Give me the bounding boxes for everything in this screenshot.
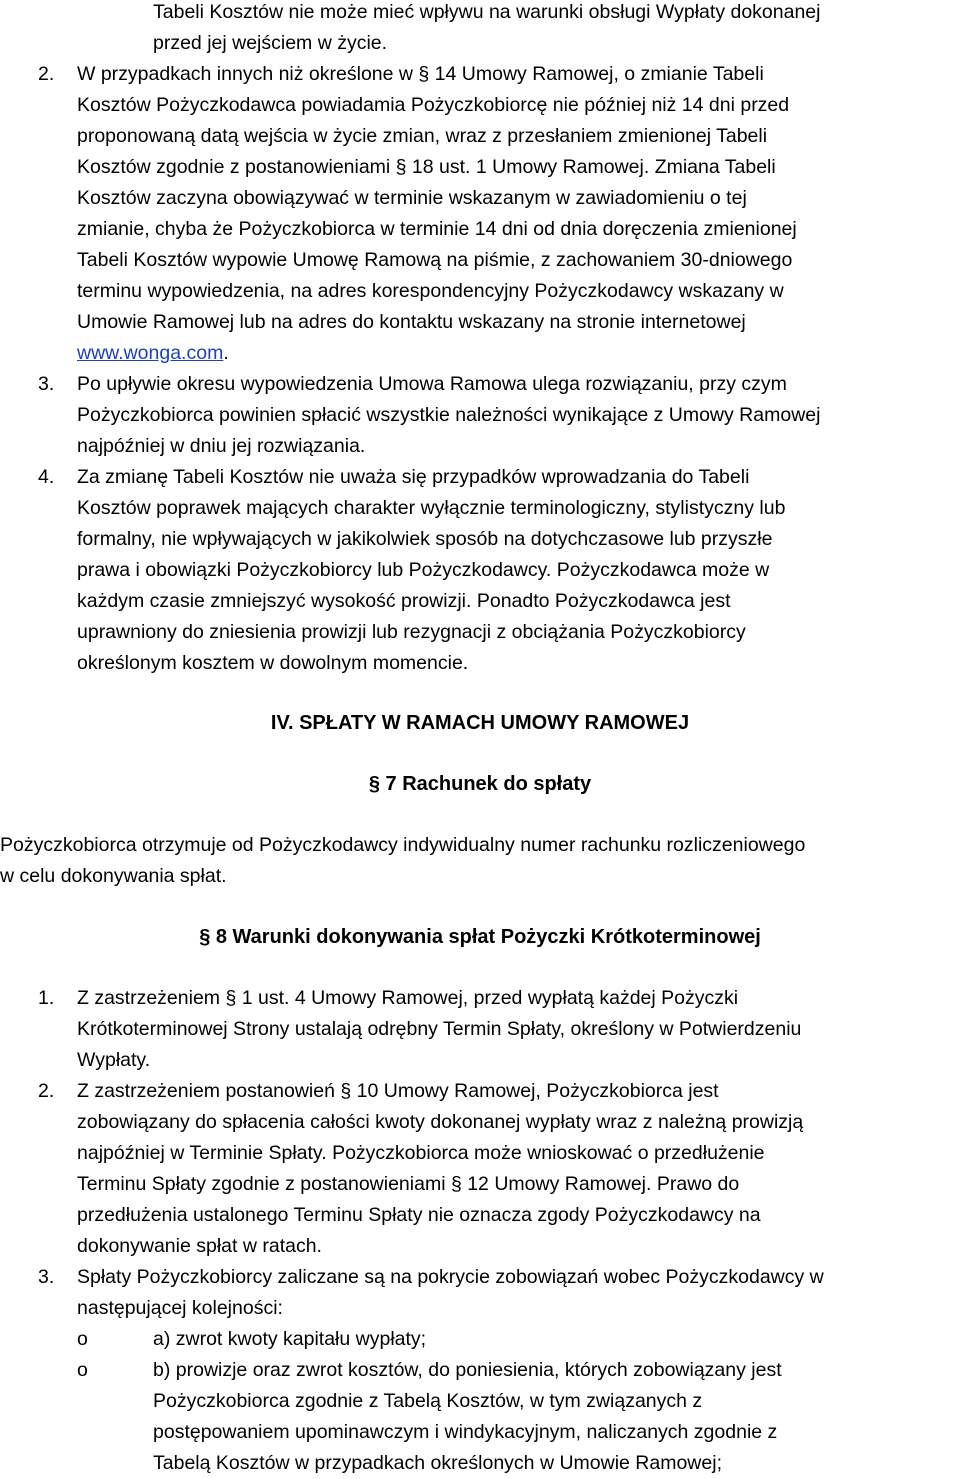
section-heading-7: § 7 Rachunek do spłaty bbox=[368, 773, 592, 795]
website-link-suffix: . bbox=[223, 342, 229, 364]
list-item-line: najpóźniej w dniu jej rozwiązania. bbox=[77, 435, 366, 457]
list-item-line: Po upływie okresu wypowiedzenia Umowa Ramowa ulega rozwiązaniu, przy czym bbox=[77, 373, 787, 395]
list-item-line: zobowiązany do spłacenia całości kwoty dokonanej wypłaty wraz z należną prowizją bbox=[77, 1111, 804, 1133]
list-item-number: 4. bbox=[38, 466, 55, 488]
list-item-number: 2. bbox=[38, 1080, 55, 1102]
list-item-number: 3. bbox=[38, 373, 55, 395]
list-item-line: Kosztów zaczyna obowiązywać w terminie wskazanym w zawiadomieniu o tej bbox=[77, 187, 747, 209]
list-item-line: Kosztów zgodnie z postanowieniami § 18 ust. 1 Umowy Ramowej. Zmiana Tabeli bbox=[77, 156, 776, 178]
sub-list-line: b) prowizje oraz zwrot kosztów, do poniesienia, których zobowiązany jest bbox=[153, 1359, 782, 1381]
paragraph-line: Pożyczkobiorca otrzymuje od Pożyczkodawcy indywidualny numer rachunku rozliczeniowego bbox=[0, 834, 806, 856]
list-item-line: Wypłaty. bbox=[77, 1049, 151, 1071]
sub-list-line: a) zwrot kwoty kapitału wypłaty; bbox=[153, 1328, 427, 1350]
list-item-line: Umowie Ramowej lub na adres do kontaktu wskazany na stronie internetowej bbox=[77, 311, 746, 333]
intro-line: Tabeli Kosztów nie może mieć wpływu na warunki obsługi Wypłaty dokonanej bbox=[153, 1, 821, 23]
list-item-number: 1. bbox=[38, 987, 55, 1009]
sub-list-line: postępowaniem upominawczym i windykacyjnym, naliczanych zgodnie z bbox=[153, 1421, 778, 1443]
sub-list-bullet: o bbox=[77, 1359, 88, 1381]
list-item-line: Spłaty Pożyczkobiorcy zaliczane są na pokrycie zobowiązań wobec Pożyczkodawcy w bbox=[77, 1266, 824, 1288]
list-item-line: przedłużenia ustalonego Terminu Spłaty nie oznacza zgody Pożyczkodawcy na bbox=[77, 1204, 761, 1226]
sub-list-line: Tabelą Kosztów w przypadkach określonych w Umowie Ramowej; bbox=[153, 1452, 722, 1474]
list-item-line: Z zastrzeżeniem § 1 ust. 4 Umowy Ramowej, przed wypłatą każdej Pożyczki bbox=[77, 987, 739, 1009]
list-item-line: każdym czasie zmniejszyć wysokość prowizji. Ponadto Pożyczkodawca jest bbox=[77, 590, 731, 612]
list-item-number: 2. bbox=[38, 63, 55, 85]
sub-list-bullet: o bbox=[77, 1328, 88, 1350]
list-item-line: określonym kosztem w dowolnym momencie. bbox=[77, 652, 469, 674]
website-line bbox=[77, 338, 229, 369]
list-item-number: 3. bbox=[38, 1266, 55, 1288]
list-item-line: Terminu Spłaty zgodnie z postanowieniami § 12 Umowy Ramowej. Prawo do bbox=[77, 1173, 740, 1195]
section-heading-8: § 8 Warunki dokonywania spłat Pożyczki Krótkoterminowej bbox=[199, 926, 761, 948]
list-item-line: proponowaną datą wejścia w życie zmian, wraz z przesłaniem zmienionej Tabeli bbox=[77, 125, 768, 147]
list-item-line: formalny, nie wpływających w jakikolwiek sposób na dotychczasowe lub przyszłe bbox=[77, 528, 773, 550]
list-item-line: Tabeli Kosztów wypowie Umowę Ramową na piśmie, z zachowaniem 30-dniowego bbox=[77, 249, 793, 271]
list-item-line: Kosztów poprawek mających charakter wyłącznie terminologiczny, stylistyczny lub bbox=[77, 497, 786, 519]
list-item-line: Krótkoterminowej Strony ustalają odrębny Termin Spłaty, określony w Potwierdzeniu bbox=[77, 1018, 802, 1040]
website-link[interactable]: www.wonga.com bbox=[77, 342, 224, 364]
chapter-heading: IV. SPŁATY W RAMACH UMOWY RAMOWEJ bbox=[270, 712, 690, 734]
list-item-line: terminu wypowiedzenia, na adres korespondencyjny Pożyczkodawcy wskazany w bbox=[77, 280, 784, 302]
list-item-line: zmianie, chyba że Pożyczkobiorca w terminie 14 dni od dnia doręczenia zmienionej bbox=[77, 218, 797, 240]
list-item-line: Za zmianę Tabeli Kosztów nie uważa się przypadków wprowadzania do Tabeli bbox=[77, 466, 750, 488]
list-item-line: Pożyczkobiorca powinien spłacić wszystkie należności wynikające z Umowy Ramowej bbox=[77, 404, 821, 426]
intro-line: przed jej wejściem w życie. bbox=[153, 32, 388, 54]
list-item-line: dokonywanie spłat w ratach. bbox=[77, 1235, 322, 1257]
list-item-line: Kosztów Pożyczkodawca powiadamia Pożyczkobiorcę nie później niż 14 dni przed bbox=[77, 94, 790, 116]
paragraph-line: w celu dokonywania spłat. bbox=[0, 865, 227, 887]
list-item-line: następującej kolejności: bbox=[77, 1297, 283, 1319]
list-item-line: uprawniony do zniesienia prowizji lub rezygnacji z obciążania Pożyczkobiorcy bbox=[77, 621, 746, 643]
list-item-line: prawa i obowiązki Pożyczkobiorcy lub Pożyczkodawcy. Pożyczkodawca może w bbox=[77, 559, 770, 581]
list-item-line: W przypadkach innych niż określone w § 14 Umowy Ramowej, o zmianie Tabeli bbox=[77, 63, 764, 85]
sub-list-line: Pożyczkobiorca zgodnie z Tabelą Kosztów, w tym związanych z bbox=[153, 1390, 703, 1412]
list-item-line: Z zastrzeżeniem postanowień § 10 Umowy Ramowej, Pożyczkobiorca jest bbox=[77, 1080, 719, 1102]
list-item-line: najpóźniej w Terminie Spłaty. Pożyczkobiorca może wnioskować o przedłużenie bbox=[77, 1142, 765, 1164]
